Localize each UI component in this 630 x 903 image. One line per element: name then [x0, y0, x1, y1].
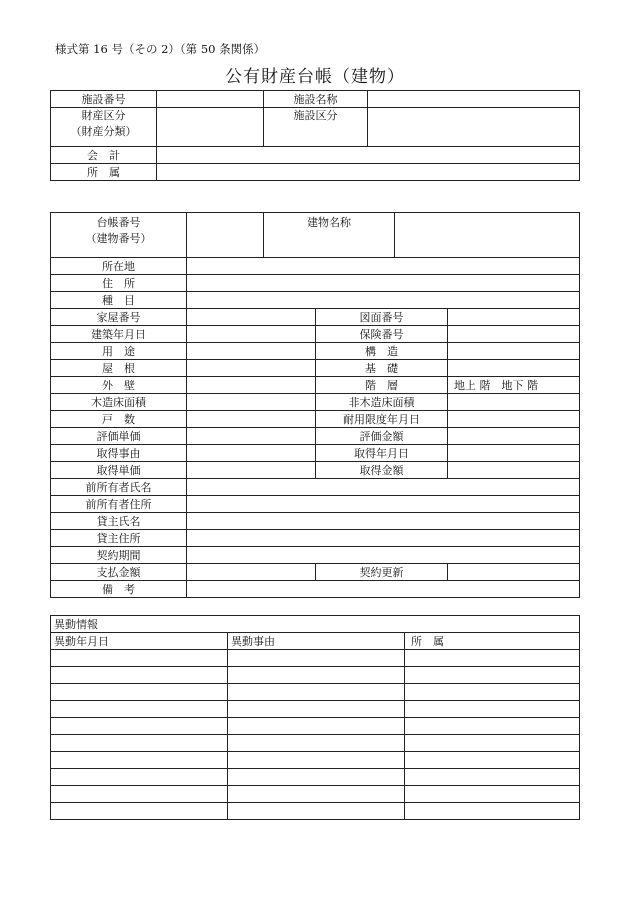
facility-class-label — [264, 108, 368, 147]
ledger-no-field[interactable] — [187, 213, 264, 258]
building-table — [50, 212, 580, 598]
transfer-reason-cell[interactable] — [228, 803, 405, 820]
transfer-dept-cell[interactable] — [405, 701, 580, 718]
department-label: 所 属 — [51, 164, 157, 181]
transfer-row — [51, 684, 580, 701]
usage-label: 用 途 — [51, 343, 187, 360]
transfer-date-cell[interactable] — [51, 803, 228, 820]
form-number: 様式第 16 号（その 2）（第 50 条関係） — [55, 42, 266, 56]
wood-area-label: 木造床面積 — [51, 394, 187, 411]
floors-label: 階 層 — [316, 377, 448, 394]
transfer-date-cell[interactable] — [51, 786, 228, 803]
transfer-row — [51, 735, 580, 752]
facility-name-label: 施設名称 — [264, 91, 368, 108]
address-label: 住 所 — [51, 275, 187, 292]
outer-wall-label: 外 壁 — [51, 377, 187, 394]
facility-table — [50, 90, 580, 181]
property-class-label — [51, 108, 157, 147]
prev-owner-name-field[interactable] — [187, 479, 580, 496]
transfer-reason-cell[interactable] — [228, 769, 405, 786]
transfer-dept-cell[interactable] — [405, 803, 580, 820]
location-label: 所在地 — [51, 258, 187, 275]
transfer-dept-cell[interactable] — [405, 769, 580, 786]
transfer-reason-cell[interactable] — [228, 735, 405, 752]
building-name-label — [264, 213, 395, 258]
transfer-dept-cell[interactable] — [405, 786, 580, 803]
acq-reason-label: 取得事由 — [51, 445, 187, 462]
acq-unit-field[interactable] — [187, 462, 316, 479]
transfer-row — [51, 718, 580, 735]
building-name-field[interactable] — [395, 213, 580, 258]
location-field[interactable] — [187, 258, 580, 275]
unit-value-label: 評価単価 — [51, 428, 187, 445]
value-total-field[interactable] — [448, 428, 580, 445]
transfer-reason-cell[interactable] — [228, 701, 405, 718]
lender-name-label: 貸主氏名 — [51, 513, 187, 530]
durable-date-label: 耐用限度年月日 — [316, 411, 448, 428]
property-class-line2: （財産分類） — [70, 125, 137, 138]
transfer-rows — [51, 650, 580, 820]
transfer-dept-cell[interactable] — [405, 752, 580, 769]
transfer-date-cell[interactable] — [51, 718, 228, 735]
structure-field[interactable] — [448, 343, 580, 360]
transfer-date-cell[interactable] — [51, 752, 228, 769]
transfer-dept-cell[interactable] — [405, 667, 580, 684]
unit-value-field[interactable] — [187, 428, 316, 445]
acq-amount-label: 取得金額 — [316, 462, 448, 479]
department-field[interactable] — [157, 164, 580, 181]
floors-field[interactable]: 地上 階 地下 階 — [448, 377, 580, 394]
payment-label: 支払金額 — [51, 564, 187, 581]
transfer-title: 異動情報 — [51, 616, 580, 633]
insurance-no-label: 保険番号 — [316, 326, 448, 343]
address-field[interactable] — [187, 275, 580, 292]
transfer-col-date: 異動年月日 — [51, 633, 228, 650]
nonwood-area-field[interactable] — [448, 394, 580, 411]
acq-date-label: 取得年月日 — [316, 445, 448, 462]
drawing-no-field[interactable] — [448, 309, 580, 326]
lender-name-field[interactable] — [187, 513, 580, 530]
ledger-no-label — [51, 213, 187, 258]
acq-unit-label: 取得単価 — [51, 462, 187, 479]
transfer-reason-cell[interactable] — [228, 684, 405, 701]
contract-period-field[interactable] — [187, 547, 580, 564]
house-no-field[interactable] — [187, 309, 316, 326]
category-label: 種 目 — [51, 292, 187, 309]
usage-field[interactable] — [187, 343, 316, 360]
foundation-label: 基 礎 — [316, 360, 448, 377]
transfer-date-cell[interactable] — [51, 735, 228, 752]
ledger-no-line2: （建物番号） — [85, 232, 152, 245]
acq-date-field[interactable] — [448, 445, 580, 462]
contract-renewal-field[interactable] — [448, 564, 580, 581]
category-field[interactable] — [187, 292, 580, 309]
transfer-date-cell[interactable] — [51, 684, 228, 701]
contract-period-label: 契約期間 — [51, 547, 187, 564]
built-date-label: 建築年月日 — [51, 326, 187, 343]
property-class-field[interactable] — [157, 108, 264, 147]
facility-no-field[interactable] — [157, 91, 264, 108]
transfer-table — [50, 615, 580, 820]
transfer-row — [51, 769, 580, 786]
prev-owner-name-label: 前所有者氏名 — [51, 479, 187, 496]
transfer-reason-cell[interactable] — [228, 650, 405, 667]
facility-name-field[interactable] — [368, 91, 580, 108]
roof-field[interactable] — [187, 360, 316, 377]
facility-class-text: 施設区分 — [293, 109, 338, 122]
transfer-dept-cell[interactable] — [405, 735, 580, 752]
wood-area-field[interactable] — [187, 394, 316, 411]
prev-owner-addr-label: 前所有者住所 — [51, 496, 187, 513]
transfer-row — [51, 701, 580, 718]
transfer-reason-cell[interactable] — [228, 718, 405, 735]
units-label: 戸 数 — [51, 411, 187, 428]
transfer-date-cell[interactable] — [51, 650, 228, 667]
transfer-row — [51, 803, 580, 820]
transfer-dept-cell[interactable] — [405, 684, 580, 701]
drawing-no-label: 図面番号 — [316, 309, 448, 326]
units-field[interactable] — [187, 411, 316, 428]
lender-addr-label: 貸主住所 — [51, 530, 187, 547]
facility-class-field[interactable] — [368, 108, 580, 147]
insurance-no-field[interactable] — [448, 326, 580, 343]
outer-wall-field[interactable] — [187, 377, 316, 394]
transfer-reason-cell[interactable] — [228, 667, 405, 684]
transfer-col-reason: 異動事由 — [228, 633, 405, 650]
account-label: 会 計 — [51, 147, 157, 164]
payment-field[interactable] — [187, 564, 316, 581]
lender-addr-field[interactable] — [187, 530, 580, 547]
transfer-date-cell[interactable] — [51, 701, 228, 718]
transfer-reason-cell[interactable] — [228, 786, 405, 803]
transfer-dept-cell[interactable] — [405, 718, 580, 735]
transfer-row — [51, 650, 580, 667]
ledger-no-line1: 台帳番号 — [96, 216, 141, 229]
prev-owner-addr-field[interactable] — [187, 496, 580, 513]
contract-renewal-label: 契約更新 — [316, 564, 448, 581]
transfer-reason-cell[interactable] — [228, 752, 405, 769]
transfer-row — [51, 752, 580, 769]
page-title: 公有財産台帳（建物） — [225, 67, 405, 87]
transfer-row — [51, 667, 580, 684]
acq-reason-field[interactable] — [187, 445, 316, 462]
facility-no-label: 施設番号 — [51, 91, 157, 108]
account-field[interactable] — [157, 147, 580, 164]
built-date-field[interactable] — [187, 326, 316, 343]
building-name-text: 建物名称 — [307, 216, 351, 229]
transfer-col-dept: 所 属 — [405, 633, 580, 650]
transfer-date-cell[interactable] — [51, 667, 228, 684]
structure-label: 構 造 — [316, 343, 448, 360]
transfer-dept-cell[interactable] — [405, 650, 580, 667]
remarks-label: 備 考 — [51, 581, 187, 598]
value-total-label: 評価金額 — [316, 428, 448, 445]
roof-label: 屋 根 — [51, 360, 187, 377]
house-no-label: 家屋番号 — [51, 309, 187, 326]
nonwood-area-label: 非木造床面積 — [316, 394, 448, 411]
acq-amount-field[interactable] — [448, 462, 580, 479]
remarks-field[interactable] — [187, 581, 580, 598]
durable-date-field[interactable] — [448, 411, 580, 428]
transfer-date-cell[interactable] — [51, 769, 228, 786]
transfer-row — [51, 786, 580, 803]
property-class-line1: 財産区分 — [81, 109, 126, 122]
foundation-field[interactable] — [448, 360, 580, 377]
